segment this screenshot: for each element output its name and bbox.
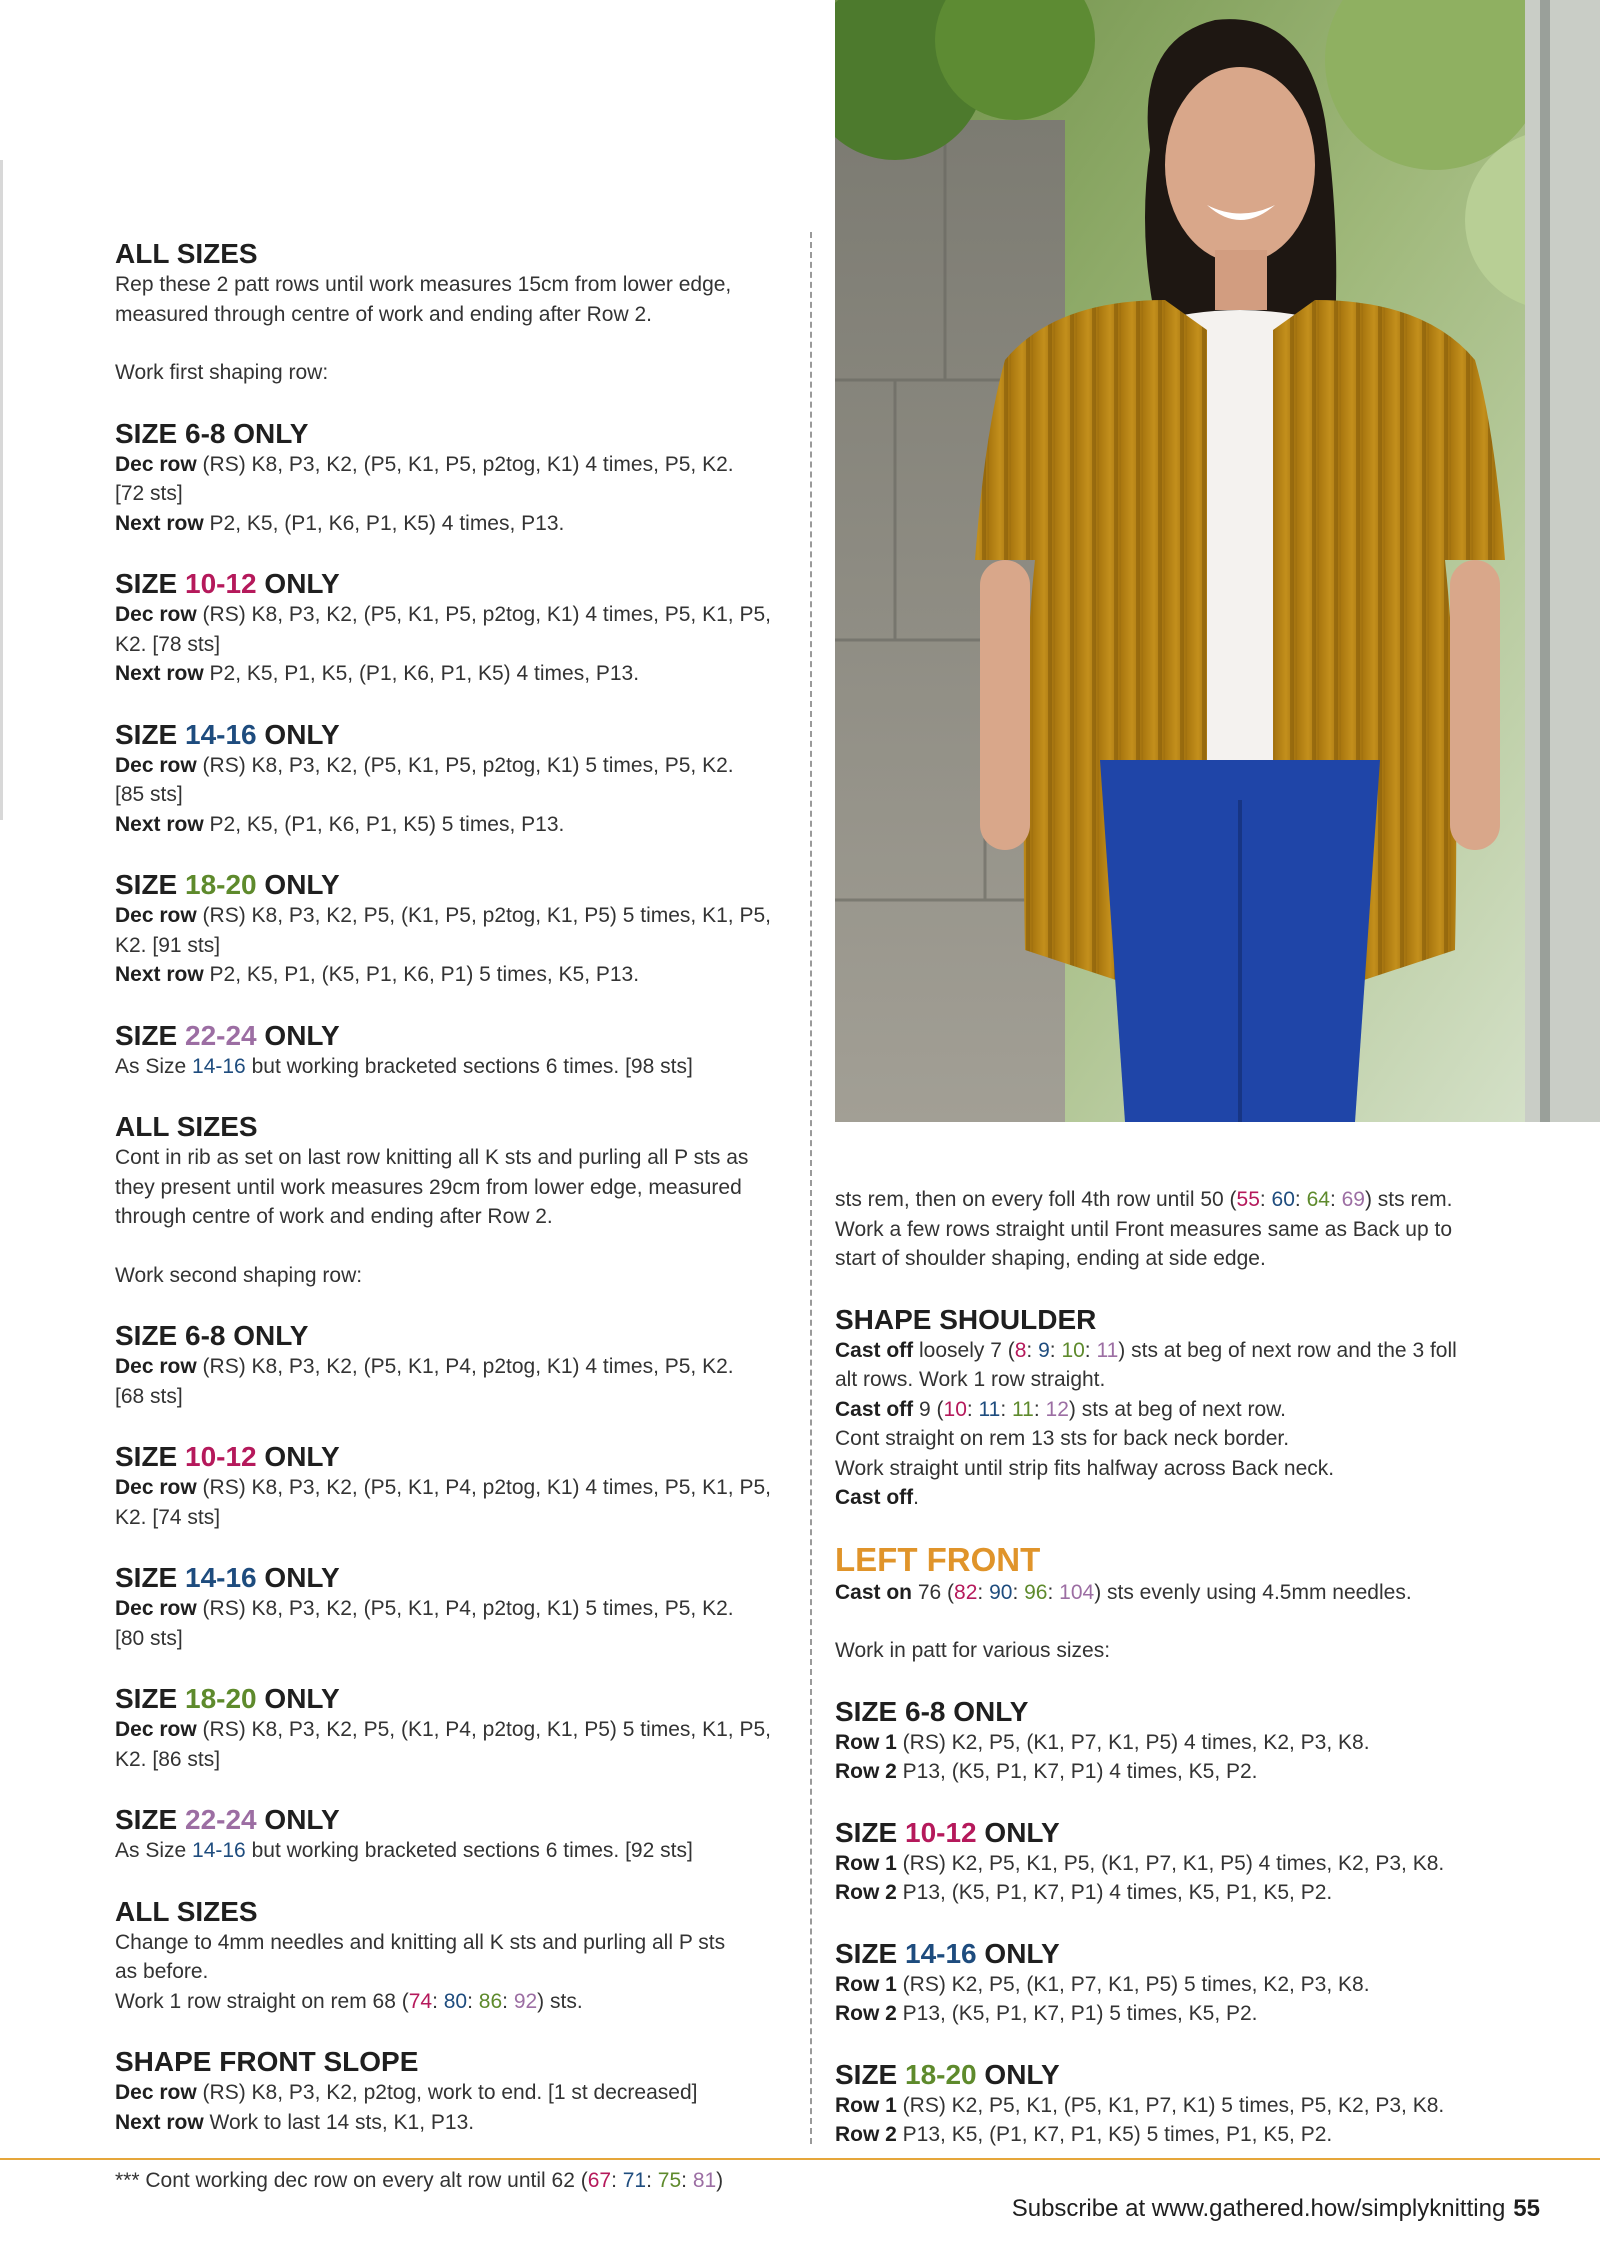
pattern-line [115,1382,795,1412]
size-value-pink: 74 [408,1989,433,2013]
text-run: (RS) K8, P3, K2, (P5, K1, P4, p2tog, K1) 5 times, P5, K2. [196,1597,734,1620]
text-run: SIZE [115,1019,186,1051]
text-run: : [1259,1188,1272,1211]
text-run: (RS) K2, P5, K1, (P5, K1, P7, K1) 5 times, P5, K2, P3, K8. [896,2093,1445,2117]
text-run: (RS) K8, P3, K2, (P5, K1, P5, p2tog, K1) 5 times, P5, K2. [196,753,734,777]
text-run: ) [716,2169,724,2192]
size-value-green: 64 [1306,1188,1330,1211]
size-value-green: 86 [478,1989,503,2013]
spacer [835,2029,1515,2058]
text-run: As Size [115,1839,193,1862]
text-run: SHAPE FRONT SLOPE [115,2046,419,2077]
instruction-label: Row 2 [835,2002,897,2025]
text-run: ONLY [256,1019,340,1051]
text-run: : [1294,1188,1307,1211]
section-heading [835,2058,1515,2091]
text-run: P13, (K5, P1, K7, P1) 4 times, K5, P2. [896,1760,1258,1783]
pattern-line [115,1261,795,1291]
text-run: ONLY [976,1816,1060,1848]
spacer [115,2137,795,2166]
instruction-label: Row 2 [835,2123,897,2146]
text-run: (RS) K8, P3, K2, (P5, K1, P4, p2tog, K1) 4 times, P5, K1, P5, [196,1476,771,1499]
text-run: (RS) K8, P3, K2, p2tog, work to end. [1 st decreased] [196,2081,698,2104]
spacer [835,1607,1515,1636]
instruction-label: Dec row [115,452,197,476]
text-run: 76 ( [912,1580,955,1604]
size-value-green: 18-20 [185,869,257,900]
text-run: ONLY [256,1683,340,1714]
page-footer [1012,2195,1540,2223]
instruction-label: Dec row [115,753,197,777]
text-run: ONLY [256,1804,340,1835]
size-value-green: 75 [657,2169,682,2192]
spacer [115,2016,795,2045]
text-run: ONLY [256,568,340,599]
text-run: K2. [86 sts] [115,1747,221,1771]
text-run: start of shoulder shaping, ending at side edge. [835,1247,1266,1270]
section-heading [115,2045,795,2078]
text-run: loosely 7 ( [913,1338,1015,1362]
pattern-line [115,1143,795,1173]
pattern-line [115,960,795,990]
section-heading [835,1937,1515,1970]
text-run: : [966,1397,979,1421]
size-value-blue: 14-16 [185,718,257,750]
size-value-blue: 9 [1038,1338,1050,1362]
spacer [835,1666,1515,1695]
text-run: P13, (K5, P1, K7, P1) 4 times, K5, P1, K5, P2. [896,1881,1333,1904]
pattern-line [835,1336,1515,1366]
spacer [115,1532,795,1561]
spacer [835,1908,1515,1937]
instruction-label: Next row [115,511,204,535]
subscribe-link[interactable]: Subscribe at www.gathered.how/simplyknitting [1011,2195,1506,2222]
instruction-label: Dec row [115,1718,197,1741]
size-value-green: 96 [1024,1580,1048,1604]
text-run: Work 1 row straight on rem 68 ( [115,1989,409,2013]
text-run: : [1012,1580,1025,1604]
text-run: P2, K5, P1, (K5, P1, K6, P1) 5 times, K5, P13. [203,963,640,986]
text-run: : [646,2169,658,2192]
text-run: P2, K5, (P1, K6, P1, K5) 5 times, P13. [203,812,565,836]
pattern-line [115,1715,795,1745]
text-run: ) sts at beg of next row. [1068,1397,1286,1421]
pattern-line [115,931,795,961]
size-value-pink: 10 [943,1397,967,1421]
size-value-blue: 60 [1271,1188,1295,1211]
pattern-line [115,780,795,810]
right-column [835,1185,1515,2150]
pattern-line [835,1483,1515,1513]
text-run: P13, K5, (P1, K7, P1, K5) 5 times, P1, K5, P2. [896,2123,1333,2146]
spacer [115,1290,795,1319]
text-run: K2. [91 sts] [115,933,221,957]
instruction-label: Dec row [115,603,197,626]
spacer [115,329,795,358]
text-run: Work second shaping row: [115,1263,363,1287]
instruction-label: Row 1 [835,1851,897,1875]
size-value-pink: 10-12 [185,1441,257,1472]
text-run: Cont straight on rem 13 sts for back neck border. [835,1427,1290,1450]
text-run: ONLY [256,1562,340,1593]
text-run: ) sts evenly using 4.5mm needles. [1094,1580,1412,1604]
instruction-label: Dec row [115,904,197,927]
spacer [115,990,795,1019]
pattern-line [115,1503,795,1533]
text-run: they present until work measures 29cm from lower edge, measured [115,1175,742,1199]
text-run: LEFT FRONT [835,1540,1041,1578]
text-run: Rep these 2 patt rows until work measures 15cm from lower edge, [115,273,732,296]
size-value-green: 10 [1061,1338,1085,1362]
text-run: : [502,1989,514,2013]
text-run: [85 sts] [115,783,183,806]
pattern-line [835,1424,1515,1454]
text-run: Work a few rows straight until Front measures same as Back up to [835,1217,1453,1241]
size-value-pink: 82 [954,1580,978,1604]
pattern-line [835,1578,1515,1608]
section-heading [115,1803,795,1836]
text-run: SIZE [115,1683,186,1714]
text-run: SIZE [835,1937,906,1969]
text-run: Work first shaping row: [115,361,329,384]
text-run: alt rows. Work 1 row straight. [835,1368,1106,1391]
pattern-line [115,2078,795,2108]
instruction-label: Row 1 [835,1730,897,1754]
section-heading [835,1303,1515,1336]
pattern-line [115,1052,795,1082]
pattern-line [115,1745,795,1775]
spacer [835,1513,1515,1542]
instruction-label: Next row [115,963,204,986]
text-run: (RS) K8, P3, K2, (P5, K1, P5, p2tog, K1) 4 times, P5, K2. [196,452,734,476]
pattern-line [835,1757,1515,1787]
text-run: ONLY [976,2058,1060,2090]
pattern-section-title [835,1542,1515,1578]
text-run: Cont in rib as set on last row knitting all K sts and purling all P sts as [115,1146,749,1169]
pattern-line [835,1999,1515,2029]
pattern-line [115,1624,795,1654]
spacer [835,1787,1515,1816]
instruction-label: Row 1 [835,2093,897,2117]
text-run: : [1000,1397,1013,1421]
size-value-green: 18-20 [185,1683,257,1714]
text-run: : [467,1989,479,2013]
pattern-line [115,1202,795,1232]
section-heading [115,237,795,270]
size-value-pink: 10-12 [185,568,257,599]
text-run: [72 sts] [115,482,183,505]
text-run: [68 sts] [115,1384,183,1408]
text-run: SIZE 6-8 ONLY [115,417,309,449]
text-run: SIZE [115,1804,186,1835]
text-run: SIZE [115,718,186,750]
pattern-line [115,810,795,840]
section-heading [115,567,795,600]
text-run: ONLY [976,1937,1060,1969]
spacer [115,1232,795,1261]
text-run: 9 ( [913,1397,944,1421]
spacer [115,388,795,417]
section-heading [115,1019,795,1052]
text-run: ALL SIZES [115,1111,258,1142]
text-run: : [1033,1397,1046,1421]
text-run: SIZE [115,869,186,900]
text-run: (RS) K8, P3, K2, (P5, K1, P4, p2tog, K1) 4 times, P5, K2. [196,1355,734,1378]
size-value-blue: 90 [989,1580,1013,1604]
text-run: ALL SIZES [115,1895,258,1927]
text-run: *** Cont working dec row on every alt row until 62 ( [115,2169,588,2192]
text-run: Work to last 14 sts, K1, P13. [203,2110,475,2134]
text-run: . [913,1486,920,1509]
pattern-line [115,358,795,388]
text-run: ONLY [256,869,340,900]
section-heading [115,1895,795,1928]
text-run: (RS) K8, P3, K2, P5, (K1, P5, p2tog, K1, P5) 5 times, K1, P5, [196,904,771,927]
text-run: Change to 4mm needles and knitting all K sts and purling all P sts [115,1930,726,1954]
section-heading [115,1319,795,1352]
pattern-line [115,300,795,330]
text-run: ONLY [256,1441,340,1472]
instruction-label: Row 2 [835,1881,897,1904]
page-number: 55 [1513,2195,1540,2222]
text-run: : [1047,1580,1060,1604]
pattern-line [835,1878,1515,1908]
text-run: (RS) K2, P5, (K1, P7, K1, P5) 5 times, K2, P3, K8. [896,1972,1370,1996]
footer-rule [0,2158,1600,2160]
text-run: P2, K5, P1, K5, (P1, K6, P1, K5) 4 times, P13. [203,662,640,685]
text-run: : [432,1989,444,2013]
text-run: ) sts rem. [1364,1188,1453,1211]
section-heading [835,1695,1515,1728]
size-value-green: 18-20 [905,2058,977,2090]
text-run: measured through centre of work and ending after Row 2. [115,302,652,326]
text-run: SIZE [115,1562,186,1593]
section-heading [115,1110,795,1143]
section-heading [115,1682,795,1715]
spacer [115,538,795,567]
model-photo-illustration [835,0,1600,1122]
text-run: (RS) K8, P3, K2, (P5, K1, P5, p2tog, K1) 4 times, P5, K1, P5, [196,603,771,626]
spacer [115,1866,795,1895]
text-run: (RS) K2, P5, K1, P5, (K1, P7, K1, P5) 4 times, K2, P3, K8. [896,1851,1445,1875]
pattern-line [835,1454,1515,1484]
pattern-line [115,2166,795,2196]
instruction-label: Dec row [115,2081,197,2104]
text-run: (RS) K2, P5, (K1, P7, K1, P5) 4 times, K2, P3, K8. [896,1730,1370,1754]
size-value-purple: 22-24 [185,1804,257,1835]
model-photo [835,0,1600,1122]
section-heading [115,417,795,450]
instruction-label: Dec row [115,1597,197,1620]
text-run: : [611,2169,623,2192]
pattern-line [835,1395,1515,1425]
size-value-blue: 11 [978,1397,1001,1421]
instruction-label: Cast off [835,1397,914,1421]
text-run: : [1084,1338,1097,1362]
spacer [115,689,795,718]
section-heading [115,1561,795,1594]
text-run: as before. [115,1960,209,1983]
instruction-label: Row 1 [835,1972,897,1996]
spacer [115,1081,795,1110]
instruction-label: Dec row [115,1355,197,1378]
text-run: : [1329,1188,1342,1211]
section-heading [115,868,795,901]
instruction-label: Next row [115,2110,204,2134]
text-run: SIZE [115,1441,186,1472]
text-run: but working bracketed sections 6 times. [92 sts] [245,1839,693,1862]
spacer [115,839,795,868]
text-run: SIZE [115,568,186,599]
pattern-line [835,1244,1515,1274]
pattern-line [835,2120,1515,2150]
size-value-purple: 69 [1341,1188,1365,1211]
section-heading [115,718,795,751]
text-run: ) sts at beg of next row and the 3 foll [1118,1338,1457,1362]
instruction-label: Dec row [115,1476,197,1499]
size-value-green: 11 [1012,1397,1034,1421]
section-heading [835,1816,1515,1849]
pattern-line [115,1987,795,2017]
text-run: P13, (K5, P1, K7, P1) 5 times, K5, P2. [896,2002,1258,2025]
size-value-blue: 14-16 [185,1562,257,1593]
instruction-label: Next row [115,662,204,685]
size-value-purple: 11 [1096,1338,1119,1362]
size-value-blue: 14-16 [905,1937,977,1969]
text-run: through centre of work and ending after Row 2. [115,1205,553,1228]
text-run: Work straight until strip fits halfway across Back neck. [835,1456,1335,1480]
text-run: : [681,2169,693,2192]
text-run: P2, K5, (P1, K6, P1, K5) 4 times, P13. [203,511,565,535]
text-run: SIZE 6-8 ONLY [115,1320,309,1351]
pattern-line [115,659,795,689]
pattern-line [115,2108,795,2138]
size-value-pink: 67 [587,2169,612,2192]
text-run: ) sts. [537,1989,583,2013]
size-value-blue: 14-16 [192,1054,246,1078]
spacer [115,1653,795,1682]
size-value-purple: 81 [692,2169,717,2192]
text-run: K2. [74 sts] [115,1505,221,1529]
text-run: SHAPE SHOULDER [835,1303,1097,1335]
text-run: K2. [78 sts] [115,632,221,656]
pattern-line [115,1173,795,1203]
text-run: ALL SIZES [115,238,258,269]
pattern-line [115,1928,795,1958]
text-run: ONLY [256,718,340,750]
text-run: : [1026,1338,1039,1362]
size-value-blue: 80 [443,1989,468,2013]
pattern-line [115,1352,795,1382]
instruction-label: Cast off [835,1338,914,1362]
text-run: sts rem, then on every foll 4th row until 50 ( [835,1188,1237,1211]
pattern-line [835,1849,1515,1879]
size-value-blue: 71 [622,2169,647,2192]
text-run: SIZE [835,1816,906,1848]
section-heading [115,1440,795,1473]
spacer [115,1411,795,1440]
pattern-line [835,1728,1515,1758]
pattern-line [835,1970,1515,2000]
instruction-label: Cast off [835,1486,914,1509]
size-value-purple: 104 [1059,1580,1095,1604]
size-value-pink: 10-12 [905,1816,977,1848]
text-run: [80 sts] [115,1626,183,1650]
pattern-line [835,1636,1515,1666]
pattern-line [115,630,795,660]
instruction-label: Cast on [835,1580,913,1604]
spacer [115,1774,795,1803]
text-run: SIZE [835,2058,906,2090]
size-value-pink: 8 [1014,1338,1027,1362]
pattern-line [115,509,795,539]
text-run: (RS) K8, P3, K2, P5, (K1, P4, p2tog, K1, P5) 5 times, K1, P5, [196,1718,771,1741]
pattern-line [835,1365,1515,1395]
pattern-line [115,270,795,300]
pattern-line [115,450,795,480]
pattern-line [835,1185,1515,1215]
size-value-blue: 14-16 [192,1839,246,1862]
pattern-line [115,1594,795,1624]
column-divider [810,232,812,2144]
size-value-pink: 55 [1236,1188,1260,1211]
pattern-line [115,1957,795,1987]
pattern-line [115,1473,795,1503]
pattern-line [115,901,795,931]
pattern-line [835,2091,1515,2121]
spacer [835,1274,1515,1303]
pattern-line [115,479,795,509]
left-column [115,208,795,2196]
text-run: : [977,1580,990,1604]
text-run: SIZE 6-8 ONLY [835,1695,1029,1727]
instruction-label: Next row [115,812,204,836]
text-run: but working bracketed sections 6 times. [98 sts] [245,1054,693,1078]
page-edge-mark [0,160,3,820]
size-value-purple: 92 [513,1989,538,2013]
text-run: Work in patt for various sizes: [835,1639,1111,1662]
pattern-line [115,751,795,781]
pattern-line [115,1836,795,1866]
size-value-purple: 22-24 [185,1019,257,1051]
size-value-purple: 12 [1045,1397,1069,1421]
instruction-label: Row 2 [835,1760,897,1783]
pattern-line [115,600,795,630]
text-run: : [1049,1338,1062,1362]
pattern-line [835,1215,1515,1245]
spacer [115,208,795,237]
text-run: As Size [115,1054,193,1078]
